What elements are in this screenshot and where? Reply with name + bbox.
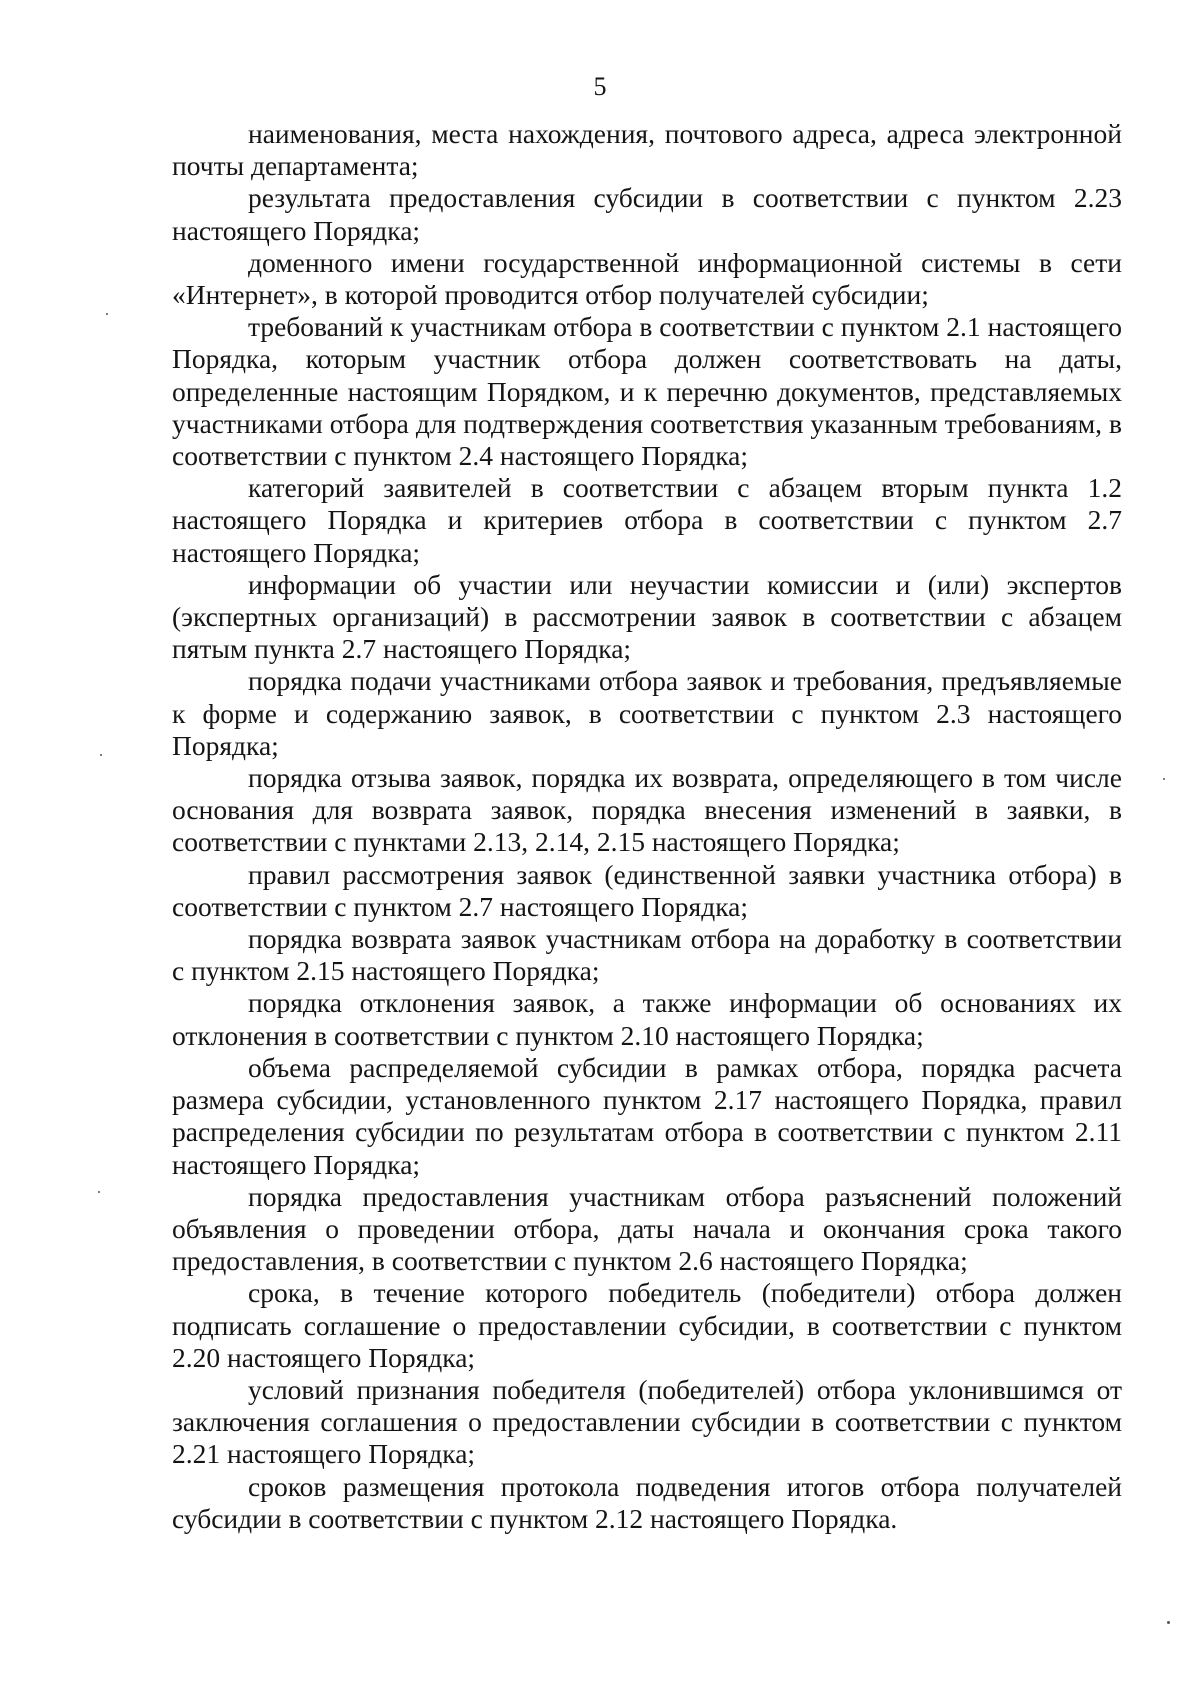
paragraph: порядка предоставления участникам отбора разъяснений положений объявления о проведении отбора, даты начала и окончания срока такого предоставления, в соответствии с пунктом 2.6 настоящего Порядка;: [172, 1180, 1122, 1277]
paragraph: требований к участникам отбора в соответствии с пунктом 2.1 настоящего Порядка, которым участник отбора должен соответствовать на даты, определенные настоящим Порядком, и к перечню документов, представляемых участниками отбора для подтверждения соответствия указанным требованиям, в соответствии с пунктом 2.4 настоящего Порядка;: [172, 311, 1122, 472]
paragraph: сроков размещения протокола подведения итогов отбора получателей субсидии в соответствии с пунктом 2.12 настоящего Порядка.: [172, 1470, 1122, 1534]
page-number: 5: [593, 72, 607, 101]
paragraph: срока, в течение которого победитель (победители) отбора должен подписать соглашение о предоставлении субсидии, в соответствии с пунктом 2.20 настоящего Порядка;: [172, 1277, 1122, 1373]
scan-speck: [100, 754, 102, 756]
scan-speck: [1163, 778, 1165, 780]
paragraph: доменного имени государственной информационной системы в сети «Интернет», в которой проводится отбор получателей субсидии;: [172, 246, 1122, 311]
paragraph: информации об участии или неучастии комиссии и (или) экспертов (экспертных организаций) в рассмотрении заявок в соответствии с абзацем пятым пункта 2.7 настоящего Порядка;: [172, 568, 1122, 665]
paragraph: порядка возврата заявок участникам отбора на доработку в соответствии с пунктом 2.15 настоящего Порядка;: [172, 923, 1122, 987]
paragraph: правил рассмотрения заявок (единственной заявки участника отбора) в соответствии с пунктом 2.7 настоящего Порядка;: [172, 858, 1122, 922]
paragraph: условий признания победителя (победителей) отбора уклонившимся от заключения соглашения о предоставлении субсидии в соответствии с пунктом 2.21 настоящего Порядка;: [172, 1373, 1122, 1470]
paragraph: порядка отзыва заявок, порядка их возврата, определяющего в том числе основания для возврата заявок, порядка внесения изменений в заявки, в соответствии с пунктами 2.13, 2.14, 2.15 настоящего Порядка;: [172, 762, 1122, 858]
paragraph: результата предоставления субсидии в соответствии с пунктом 2.23 настоящего Порядка;: [172, 182, 1122, 246]
document-body: [172, 118, 1122, 1535]
scan-speck: [1167, 1621, 1170, 1624]
scan-speck: [106, 313, 108, 315]
paragraph: категорий заявителей в соответствии с абзацем вторым пункта 1.2 настоящего Порядка и критериев отбора в соответствии с пунктом 2.7 настоящего Порядка;: [172, 472, 1122, 568]
paragraph: наименования, места нахождения, почтового адреса, адреса электронной почты департамента;: [172, 118, 1122, 182]
scan-speck: [98, 1191, 100, 1193]
paragraph: порядка отклонения заявок, а также информации об основаниях их отклонения в соответствии с пунктом 2.10 настоящего Порядка;: [172, 987, 1122, 1051]
paragraph: порядка подачи участниками отбора заявок и требования, предъявляемые к форме и содержанию заявок, в соответствии с пунктом 2.3 настоящего Порядка;: [172, 665, 1122, 761]
paragraph: объема распределяемой субсидии в рамках отбора, порядка расчета размера субсидии, установленного пунктом 2.17 настоящего Порядка, правил распределения субсидии по результатам отбора в соответствии с пунктом 2.11 настоящего Порядка;: [172, 1051, 1122, 1180]
